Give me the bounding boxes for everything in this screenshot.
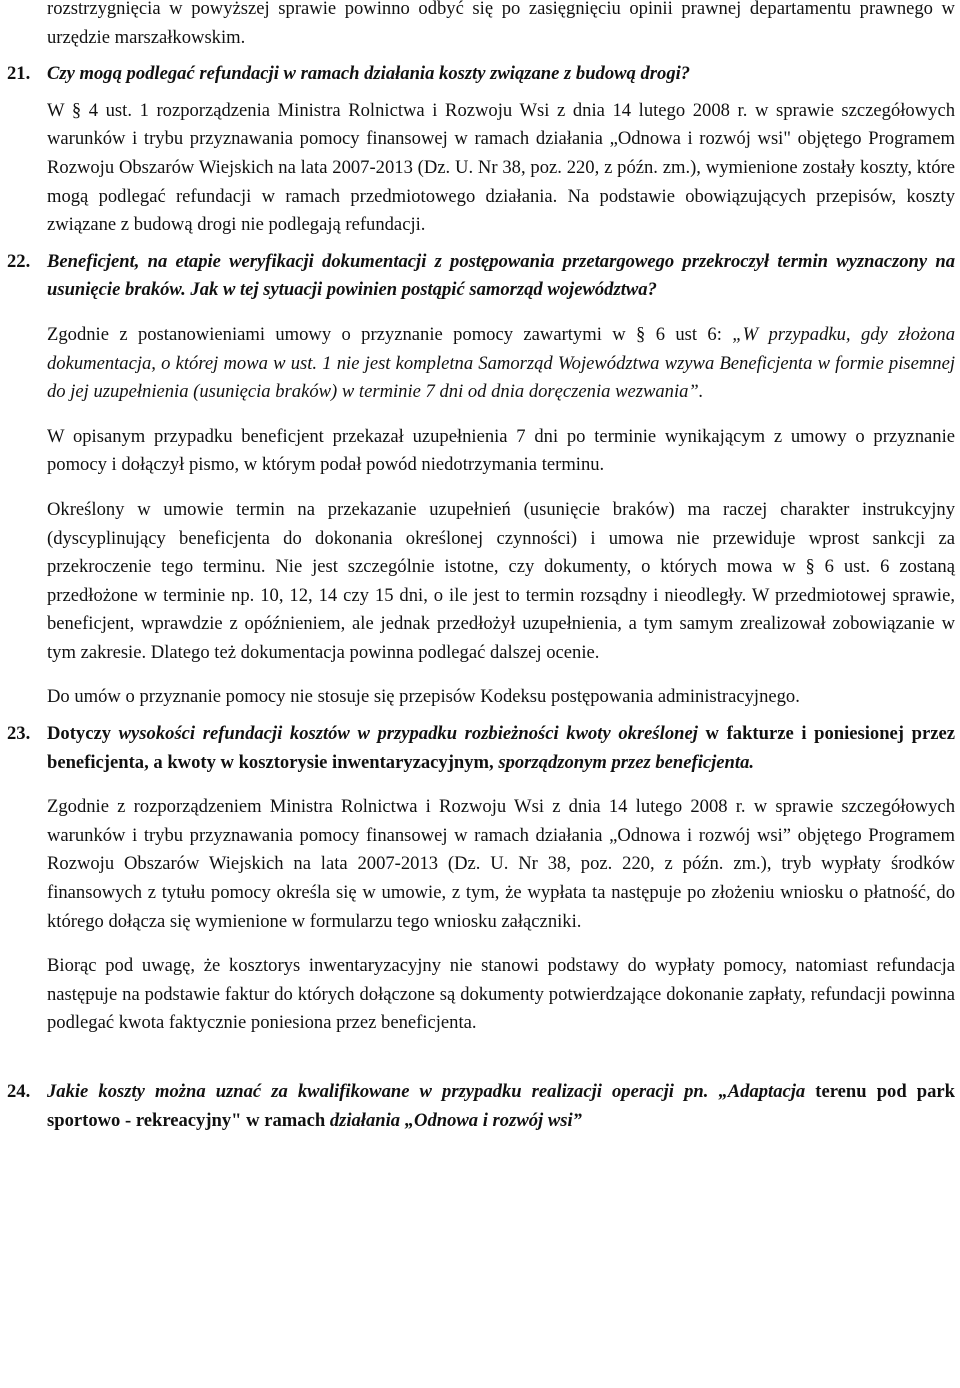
question-part: sporządzonym przez beneficjenta. <box>498 751 755 773</box>
answer-23-paragraph-1: Zgodnie z rozporządzeniem Ministra Rolnictwa i Rozwoju Wsi z dnia 14 lutego 2008 r. w sprawie szczegółowych warunków i trybu przyznawania pomocy finansowej w ramach działania „Odnowa i rozwój wsi” objętego Programem Rozwoju Obszarów Wiejskich na lata 2007-2013 (Dz. U. Nr 38, poz. 220, z późn. zm.), tryb wypłaty środków finansowych z tytułu pomocy określa się w umowie, z tym, że wypłata ta następuje po złożeniu wniosku o płatność, do którego dołącza się wymienione w formularzu tego wniosku załączniki. <box>47 796 955 932</box>
answer-22-paragraph-3: Określony w umowie termin na przekazanie uzupełnień (usunięcie braków) ma raczej charakter instrukcyjny (dyscyplinujący beneficjenta do dokonania określonej czynności) i umowa nie przewiduje wprost sankcji za przekroczenie tego terminu. Nie jest szczególnie istotne, czy dokumenty, o których mowa w § 6 ust. 6 zostaną przedłożone w terminie np. 10, 12, 14 czy 15 dni, o ile jest to termin rozsądny i nieodległy. W przedmiotowej sprawie, beneficjent, wprawdzie z opóźnieniem, ale jednak przedłożył uzupełnienia, a tym samym zrealizował zobowiązanie w tym zakresie. Dlatego też dokumentacja powinna podlegać dalszej ocenie. <box>47 498 955 663</box>
question-number: 23. <box>7 723 31 745</box>
answer-quote: „W przypadku, gdy złożona dokumentacja, o której mowa w ust. 1 nie jest kompletna Samorząd Województwa wzywa Beneficjenta w formie pisemnej do jej uzupełnienia (usunięcia braków) w terminie 7 dni od dnia doręczenia wezwania”. <box>47 323 955 403</box>
answer-21: W § 4 ust. 1 rozporządzenia Ministra Rolnictwa i Rozwoju Wsi z dnia 14 lutego 2008 r. w sprawie szczegółowych warunków i trybu przyznawania pomocy finansowej w ramach działania „Odnowa i rozwój wsi" objętego Programem Rozwoju Obszarów Wiejskich na lata 2007-2013 (Dz. U. Nr 38, poz. 220, z późn. zm.), wymienione zostały koszty, które mogą podlegać refundacji w ramach przedmiotowego działania. Na podstawie obowiązujących przepisów, koszty związane z budową drogi nie podlegają refundacji. <box>47 99 955 236</box>
question-text <box>47 1078 955 1135</box>
question-part: w fakturze i poniesionej przez beneficjenta, a kwoty w kosztorysie inwentaryzacyjnym, <box>47 723 955 773</box>
intro-paragraph: rozstrzygnięcia w powyższej sprawie powinno odbyć się po zasięgnięciu opinii prawnej departamentu prawnego w urzędzie marszałkowskim. <box>47 0 955 48</box>
document-page <box>7 0 955 1135</box>
question-part: terenu pod park sportowo - rekreacyjny" w ramach <box>47 1081 955 1131</box>
answer-22-paragraph-4: Do umów o przyznanie pomocy nie stosuje się przepisów Kodeksu postępowania administracyjnego. <box>47 686 800 708</box>
question-21 <box>7 60 955 89</box>
answer-lead: Zgodnie z postanowieniami umowy o przyznanie pomocy zawartymi w § 6 ust 6: <box>47 323 733 345</box>
question-23 <box>7 720 955 777</box>
question-24 <box>7 1078 955 1135</box>
question-number: 22. <box>7 250 31 272</box>
answer-22-paragraph-1 <box>47 321 955 407</box>
question-part: wysokości refundacji kosztów w przypadku rozbieżności kwoty określonej <box>118 723 698 745</box>
question-text: Czy mogą podlegać refundacji w ramach działania koszty związane z budową drogi? <box>47 63 691 85</box>
question-text: Beneficjent, na etapie weryfikacji dokumentacji z postępowania przetargowego przekroczył termin wyznaczony na usunięcie braków. Jak w tej sytuacji powinien postąpić samorząd województwa? <box>47 250 955 301</box>
question-part: Jakie koszty można uznać za kwalifikowane w przypadku realizacji operacji pn. „Adaptacja <box>47 1081 806 1102</box>
question-part: Dotyczy <box>47 723 119 745</box>
answer-22-paragraph-2: W opisanym przypadku beneficjent przekazał uzupełnienia 7 dni po terminie wynikającym z umowy o przyznanie pomocy i dołączył pismo, w którym podał powód niedotrzymania terminu. <box>47 425 955 476</box>
question-22 <box>7 248 955 305</box>
answer-23-paragraph-2: Biorąc pod uwagę, że kosztorys inwentaryzacyjny nie stanowi podstawy do wypłaty pomocy, natomiast refundacja następuje na podstawie faktur do których dołączone są dokumenty potwierdzające dokonanie zapłaty, refundacji powinna podlegać kwota faktycznie poniesiona przez beneficjenta. <box>47 955 955 1034</box>
question-text <box>47 720 955 777</box>
question-number: 24. <box>7 1081 31 1102</box>
question-number: 21. <box>7 63 31 85</box>
question-part: działania „Odnowa i rozwój wsi” <box>329 1109 582 1131</box>
